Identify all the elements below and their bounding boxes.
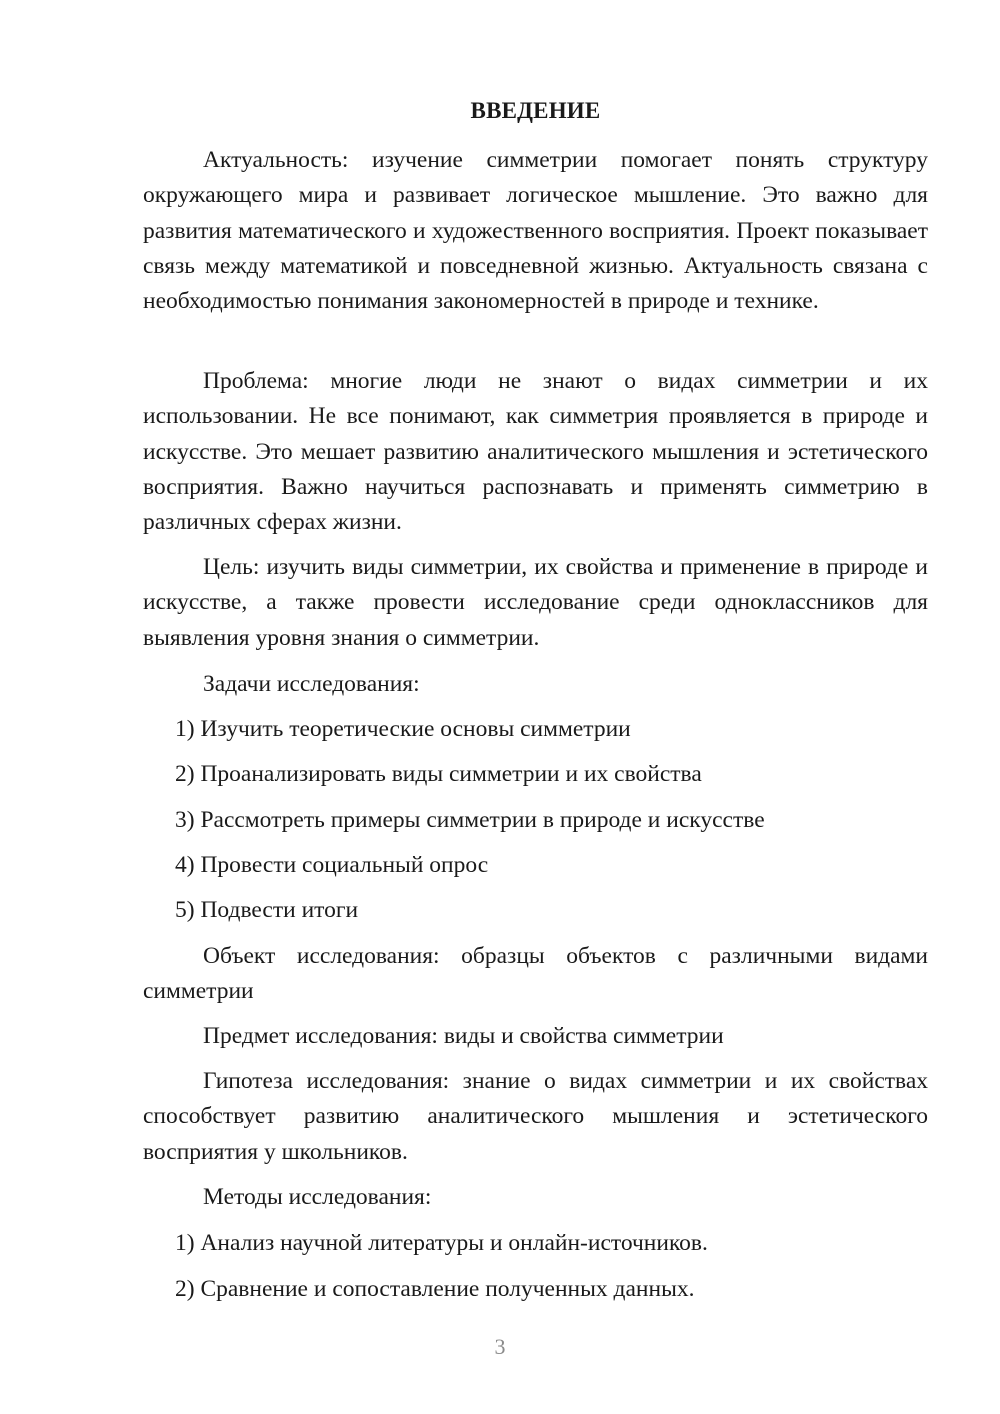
method-item: 2) Сравнение и сопоставление полученных данных. — [175, 1276, 695, 1302]
task-item: 1) Изучить теоретические основы симметрии — [175, 716, 631, 742]
problem-paragraph: Проблема: многие люди не знают о видах симметрии и их использовании. Не все понимают, как симметрия проявляется в природе и искусстве. Это мешает развитию аналитического мышления и эстетического восприятия. Важно научиться распознавать и применять симметрию в различных сферах жизни. — [143, 368, 928, 536]
page-title: ВВЕДЕНИЕ — [470, 98, 601, 123]
page-number: 3 — [494, 1334, 506, 1359]
method-item: 1) Анализ научной литературы и онлайн-источников. — [175, 1230, 708, 1256]
hypothesis-paragraph: Гипотеза исследования: знание о видах симметрии и их свойствах способствует развитию аналитического мышления и эстетического восприятия у школьников. — [143, 1068, 928, 1165]
methods-title: Методы исследования: — [203, 1184, 432, 1210]
task-item: 2) Проанализировать виды симметрии и их свойства — [175, 761, 702, 787]
relevance-paragraph: Актуальность: изучение симметрии помогает понять структуру окружающего мира и развивает логическое мышление. Это важно для развития математического и художественного восприятия. Проект показывает связь между математикой и повседневной жизнью. Актуальность связана с необходимостью понимания закономерностей в природе и технике. — [143, 147, 928, 315]
goal-paragraph: Цель: изучить виды симметрии, их свойства и применение в природе и искусстве, а также провести исследование среди одноклассников для выявления уровня знания о симметрии. — [143, 554, 928, 651]
subject-paragraph: Предмет исследования: виды и свойства симметрии — [203, 1023, 724, 1049]
object-paragraph: Объект исследования: образцы объектов с различными видами симметрии — [143, 943, 928, 1005]
task-item: 3) Рассмотреть примеры симметрии в природе и искусстве — [175, 807, 765, 833]
task-item: 4) Провести социальный опрос — [175, 852, 489, 878]
task-item: 5) Подвести итоги — [175, 897, 359, 923]
tasks-title: Задачи исследования: — [203, 671, 420, 697]
